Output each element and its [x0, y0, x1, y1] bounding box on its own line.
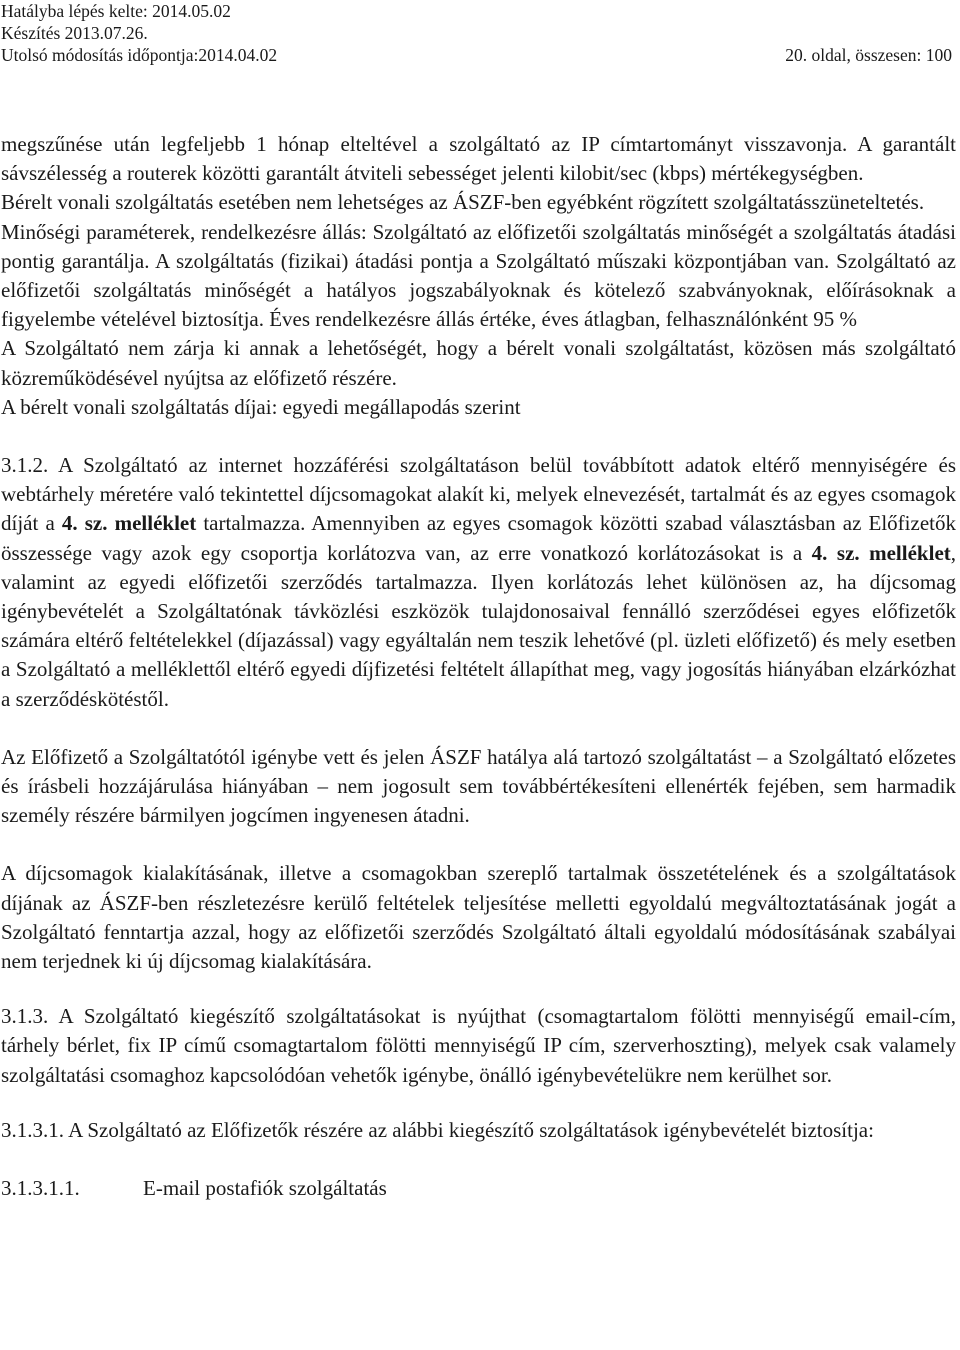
section-3-1-3-1-1	[1, 1174, 956, 1203]
section-3-1-2-text-1: 3.1.2. A Szolgáltató az internet hozzáférési szolgáltatáson belül továbbított adatok eltérő mennyiségére és webtárhely méretére való tekintettel díjcsomagokat alakít ki, melyek elnevezését, tartalmát és az egyes csomagok díját a	[1, 453, 956, 536]
section-3-1-3-1: 3.1.3.1. A Szolgáltató az Előfizetők részére az alábbi kiegészítő szolgáltatások igénybevételét biztosítja:	[1, 1117, 874, 1142]
page-header	[1, 0, 956, 130]
page-number: 20. oldal, összesen: 100	[785, 45, 952, 65]
item-number: 3.1.3.1.1.	[1, 1176, 80, 1201]
section-3-1-2-text-3: , valamint az egyedi előfizetői szerződés tartalmazza. Ilyen korlátozás lehet különösen az, ha díjcsomag igénybevételét a Szolgáltatónak távközlési eszközök tulajdonosaival fennálló szerződései egyes előfizetők számára eltérő feltételekkel (díjazással) vagy egyáltalán nem teszik lehetővé (pl. üzleti előfizető) és mely esetben a Szolgáltató a melléklettől eltérő egyedi díjfizetési feltételt állapíthat meg, vagy jogosítás hiányában elzárkózhat a szerződéskötéstől.	[1, 540, 957, 711]
paragraph-fees: A bérelt vonali szolgáltatás díjai: egyedi megállapodás szerint	[1, 394, 521, 419]
paragraph-package-changes: A díjcsomagok kialakításának, illetve a csomagokban szereplő tartalmak összetételének és a szolgáltatások díjának az ÁSZF-ben részletezésre kerülő feltételek teljesítése melletti egyoldalú megváltoztatásának jogát a Szolgáltató fenntartja azzal, hogy az előfizetői szerződés Szolgáltató általi egyoldalú módosításának szabályai nem terjednek ki új díjcsomag kialakítására.	[1, 861, 956, 974]
paragraph-suspension: Bérelt vonali szolgáltatás esetében nem lehetséges az ÁSZF-ben egyébként rögzített szolgáltatásszüneteltetés.	[1, 190, 925, 215]
section-3-1-3: 3.1.3. A Szolgáltató kiegészítő szolgáltatásokat is nyújthat (csomagtartalom fölötti mennyiségű email-cím, tárhely bérlet, fix IP című csomagtartalom fölötti mennyiségű IP cím, szerverhoszting), melyek csak valamely szolgáltatási csomaghoz kapcsolódóan vehetők igénybe, önálló igénybevételükre nem kerülhet sor.	[1, 1004, 956, 1087]
paragraph-ip-bandwidth: megszűnése után legfeljebb 1 hónap elteltével a szolgáltató az IP címtartományt visszavonja. A garantált sávszélesség a routerek közötti garantált átviteli sebességet jelenti kilobit/sec (kbps) mértékegységben.	[1, 132, 956, 186]
document-body	[1, 130, 956, 1203]
annex-reference: 4. sz. melléklet	[61, 511, 197, 536]
section-3-1-2-text-2: tartalmazza. Amennyiben az egyes csomagok közötti szabad választásban az Előfizetők összessége vagy azok egy csoportja korlátozva van, az erre vonatkozó korlátozásokat is a	[1, 511, 956, 565]
annex-reference: 4. sz. melléklet	[811, 540, 951, 565]
paragraph-quality: Minőségi paraméterek, rendelkezésre állás: Szolgáltató az előfizetői szolgáltatás minőségét a szolgáltatás átadási pontig garantálja. A szolgáltatás (fizikai) átadási pontja a Szolgáltató műszaki központjában van. Szolgáltató az előfizetői szolgáltatás minőségét a hatályos jogszabályoknak és kötelező szabványoknak, előírásoknak a figyelembe vételével biztosítja. Éves rendelkezésre állás értéke, éves átlagban, felhasználónként 95 %	[1, 219, 956, 332]
section-3-1-2	[1, 451, 956, 714]
modified-date: Utolsó módosítás időpontja:2014.04.02	[1, 45, 278, 65]
effective-date: Hatályba lépés kelte: 2014.05.02	[1, 1, 231, 21]
item-title: E-mail postafiók szolgáltatás	[143, 1176, 387, 1201]
paragraph-resale: Az Előfizető a Szolgáltatótól igénybe vett és jelen ÁSZF hatálya alá tartozó szolgáltatást – a Szolgáltató előzetes és írásbeli hozzájárulása hiányában – nem jogosult sem továbbértékesíteni ellenérték fejében, sem harmadik személy részére bármilyen jogcímen ingyenesen átadni.	[1, 744, 956, 828]
created-date: Készítés 2013.07.26.	[1, 23, 148, 43]
paragraph-other-provider: A Szolgáltató nem zárja ki annak a lehetőségét, hogy a bérelt vonali szolgáltatást, közösen más szolgáltató közreműködésével nyújtsa az előfizető részére.	[1, 336, 956, 390]
